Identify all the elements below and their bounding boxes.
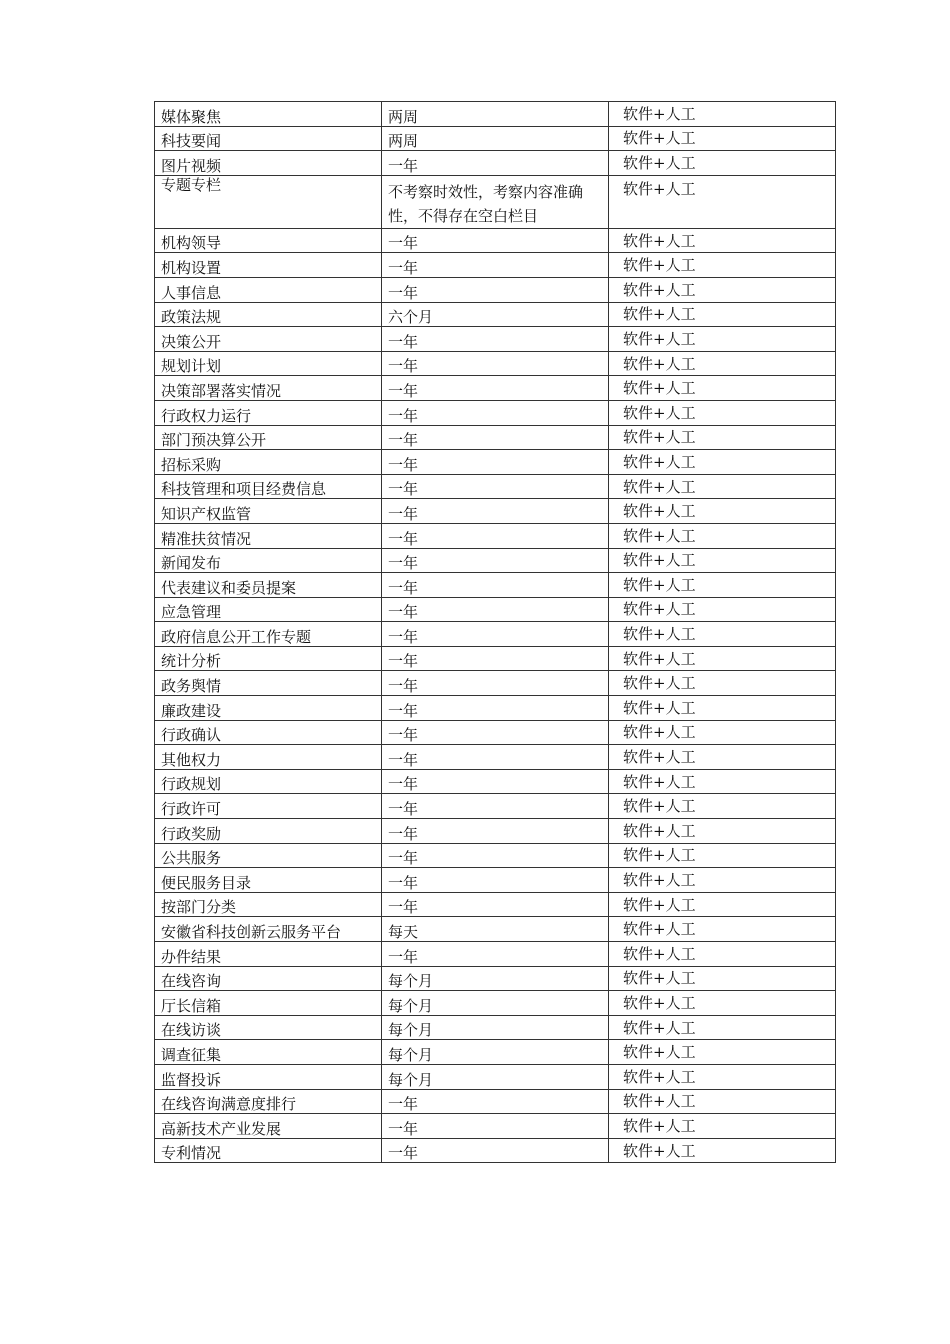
inspection-frequency-table [154, 101, 836, 1163]
column-item-cell: 行政规划 [155, 769, 382, 794]
column-method-cell: 软件+人工 [609, 1089, 836, 1114]
column-frequency-cell: 一年 [382, 622, 609, 647]
column-method-cell: 软件+人工 [609, 819, 836, 844]
column-method-cell: 软件+人工 [609, 302, 836, 327]
table-row [155, 573, 836, 598]
column-item-cell: 行政奖励 [155, 819, 382, 844]
column-item-cell: 人事信息 [155, 277, 382, 302]
column-method-cell: 软件+人工 [609, 151, 836, 176]
column-method-cell: 软件+人工 [609, 351, 836, 376]
column-method-cell: 软件+人工 [609, 474, 836, 499]
column-frequency-cell: 一年 [382, 499, 609, 524]
column-method-cell: 软件+人工 [609, 769, 836, 794]
column-frequency-cell: 一年 [382, 1114, 609, 1139]
column-item-cell: 监督投诉 [155, 1064, 382, 1089]
column-method-cell: 软件+人工 [609, 1138, 836, 1163]
column-frequency-cell: 不考察时效性，考察内容准确性，不得存在空白栏目 [382, 175, 609, 228]
column-frequency-cell: 一年 [382, 769, 609, 794]
column-item-cell: 知识产权监管 [155, 499, 382, 524]
table-row [155, 843, 836, 868]
table-row [155, 425, 836, 450]
column-frequency-cell: 一年 [382, 843, 609, 868]
table-row [155, 126, 836, 151]
column-item-cell: 行政许可 [155, 794, 382, 819]
column-method-cell: 软件+人工 [609, 376, 836, 401]
table-row [155, 450, 836, 475]
column-frequency-cell: 每个月 [382, 1040, 609, 1065]
column-method-cell: 软件+人工 [609, 548, 836, 573]
column-method-cell: 软件+人工 [609, 450, 836, 475]
table-row [155, 942, 836, 967]
column-frequency-cell: 一年 [382, 1089, 609, 1114]
column-frequency-cell: 一年 [382, 376, 609, 401]
column-frequency-cell: 一年 [382, 819, 609, 844]
table-row [155, 745, 836, 770]
column-method-cell: 软件+人工 [609, 892, 836, 917]
column-method-cell: 软件+人工 [609, 794, 836, 819]
column-frequency-cell: 一年 [382, 548, 609, 573]
column-item-cell: 新闻发布 [155, 548, 382, 573]
column-frequency-cell: 一年 [382, 151, 609, 176]
column-item-cell: 在线访谈 [155, 1015, 382, 1040]
column-frequency-cell: 一年 [382, 720, 609, 745]
column-item-cell: 行政确认 [155, 720, 382, 745]
table-row [155, 769, 836, 794]
table-row [155, 499, 836, 524]
column-method-cell: 软件+人工 [609, 277, 836, 302]
table-row [155, 548, 836, 573]
column-method-cell: 软件+人工 [609, 966, 836, 991]
column-frequency-cell: 一年 [382, 523, 609, 548]
column-method-cell: 软件+人工 [609, 868, 836, 893]
column-item-cell: 安徽省科技创新云服务平台 [155, 917, 382, 942]
column-item-cell: 专题专栏 [155, 175, 382, 228]
table-row [155, 1064, 836, 1089]
column-method-cell: 软件+人工 [609, 1015, 836, 1040]
column-method-cell: 软件+人工 [609, 622, 836, 647]
column-method-cell: 软件+人工 [609, 696, 836, 721]
table-row [155, 523, 836, 548]
table-row [155, 228, 836, 253]
column-item-cell: 科技管理和项目经费信息 [155, 474, 382, 499]
table-row [155, 1114, 836, 1139]
column-method-cell: 软件+人工 [609, 720, 836, 745]
column-item-cell: 专利情况 [155, 1138, 382, 1163]
column-frequency-cell: 一年 [382, 1138, 609, 1163]
table-row [155, 253, 836, 278]
column-item-cell: 机构领导 [155, 228, 382, 253]
column-frequency-cell: 一年 [382, 696, 609, 721]
column-method-cell: 软件+人工 [609, 1040, 836, 1065]
column-frequency-cell: 一年 [382, 942, 609, 967]
column-item-cell: 决策部署落实情况 [155, 376, 382, 401]
table-row [155, 1138, 836, 1163]
table-row [155, 917, 836, 942]
column-frequency-cell: 一年 [382, 351, 609, 376]
table-row [155, 277, 836, 302]
column-frequency-cell: 一年 [382, 450, 609, 475]
column-frequency-cell: 一年 [382, 868, 609, 893]
table-row [155, 175, 836, 228]
table-row [155, 966, 836, 991]
column-method-cell: 软件+人工 [609, 991, 836, 1016]
column-item-cell: 厅长信箱 [155, 991, 382, 1016]
column-item-cell: 代表建议和委员提案 [155, 573, 382, 598]
table-row [155, 302, 836, 327]
column-method-cell: 软件+人工 [609, 102, 836, 127]
table-row [155, 597, 836, 622]
column-method-cell: 软件+人工 [609, 228, 836, 253]
column-frequency-cell: 两周 [382, 126, 609, 151]
column-frequency-cell: 每个月 [382, 1064, 609, 1089]
table-row [155, 868, 836, 893]
table-row [155, 151, 836, 176]
column-frequency-cell: 一年 [382, 474, 609, 499]
table-body [155, 102, 836, 1163]
table-row [155, 400, 836, 425]
column-frequency-cell: 两周 [382, 102, 609, 127]
column-item-cell: 机构设置 [155, 253, 382, 278]
column-method-cell: 软件+人工 [609, 843, 836, 868]
column-frequency-cell: 一年 [382, 573, 609, 598]
column-item-cell: 精准扶贫情况 [155, 523, 382, 548]
column-item-cell: 决策公开 [155, 327, 382, 352]
table-row [155, 474, 836, 499]
column-frequency-cell: 一年 [382, 745, 609, 770]
column-frequency-cell: 一年 [382, 400, 609, 425]
column-frequency-cell: 六个月 [382, 302, 609, 327]
column-frequency-cell: 每个月 [382, 991, 609, 1016]
table-row [155, 696, 836, 721]
column-method-cell: 软件+人工 [609, 327, 836, 352]
column-item-cell: 在线咨询 [155, 966, 382, 991]
column-frequency-cell: 一年 [382, 646, 609, 671]
column-frequency-cell: 每个月 [382, 966, 609, 991]
column-frequency-cell: 一年 [382, 671, 609, 696]
column-item-cell: 办件结果 [155, 942, 382, 967]
column-item-cell: 廉政建设 [155, 696, 382, 721]
column-method-cell: 软件+人工 [609, 646, 836, 671]
column-frequency-cell: 一年 [382, 277, 609, 302]
column-method-cell: 软件+人工 [609, 942, 836, 967]
column-method-cell: 软件+人工 [609, 573, 836, 598]
table-row [155, 991, 836, 1016]
column-frequency-cell: 一年 [382, 794, 609, 819]
column-item-cell: 行政权力运行 [155, 400, 382, 425]
column-method-cell: 软件+人工 [609, 425, 836, 450]
column-frequency-cell: 每个月 [382, 1015, 609, 1040]
table-row [155, 794, 836, 819]
column-method-cell: 软件+人工 [609, 745, 836, 770]
column-item-cell: 统计分析 [155, 646, 382, 671]
column-method-cell: 软件+人工 [609, 671, 836, 696]
column-item-cell: 在线咨询满意度排行 [155, 1089, 382, 1114]
column-item-cell: 其他权力 [155, 745, 382, 770]
table-row [155, 892, 836, 917]
column-item-cell: 应急管理 [155, 597, 382, 622]
table-row [155, 622, 836, 647]
column-item-cell: 招标采购 [155, 450, 382, 475]
table-row [155, 351, 836, 376]
column-item-cell: 政策法规 [155, 302, 382, 327]
column-frequency-cell: 一年 [382, 425, 609, 450]
table-row [155, 1089, 836, 1114]
column-frequency-cell: 一年 [382, 892, 609, 917]
column-item-cell: 按部门分类 [155, 892, 382, 917]
column-item-cell: 政务舆情 [155, 671, 382, 696]
column-method-cell: 软件+人工 [609, 175, 836, 228]
table-row [155, 1015, 836, 1040]
column-frequency-cell: 一年 [382, 253, 609, 278]
column-frequency-cell: 一年 [382, 327, 609, 352]
table-row [155, 102, 836, 127]
column-method-cell: 软件+人工 [609, 917, 836, 942]
column-method-cell: 软件+人工 [609, 400, 836, 425]
table-row [155, 671, 836, 696]
column-item-cell: 便民服务目录 [155, 868, 382, 893]
column-item-cell: 公共服务 [155, 843, 382, 868]
column-item-cell: 调查征集 [155, 1040, 382, 1065]
column-item-cell: 媒体聚焦 [155, 102, 382, 127]
column-item-cell: 科技要闻 [155, 126, 382, 151]
column-method-cell: 软件+人工 [609, 253, 836, 278]
column-item-cell: 图片视频 [155, 151, 382, 176]
column-method-cell: 软件+人工 [609, 597, 836, 622]
table-row [155, 1040, 836, 1065]
column-item-cell: 部门预决算公开 [155, 425, 382, 450]
table-row [155, 376, 836, 401]
column-method-cell: 软件+人工 [609, 1114, 836, 1139]
column-item-cell: 规划计划 [155, 351, 382, 376]
column-method-cell: 软件+人工 [609, 523, 836, 548]
column-method-cell: 软件+人工 [609, 1064, 836, 1089]
column-item-cell: 高新技术产业发展 [155, 1114, 382, 1139]
column-method-cell: 软件+人工 [609, 499, 836, 524]
column-frequency-cell: 每天 [382, 917, 609, 942]
table-row [155, 646, 836, 671]
column-method-cell: 软件+人工 [609, 126, 836, 151]
table-row [155, 327, 836, 352]
column-item-cell: 政府信息公开工作专题 [155, 622, 382, 647]
column-frequency-cell: 一年 [382, 597, 609, 622]
table-row [155, 819, 836, 844]
table-row [155, 720, 836, 745]
column-frequency-cell: 一年 [382, 228, 609, 253]
document-table-container [154, 101, 835, 1163]
